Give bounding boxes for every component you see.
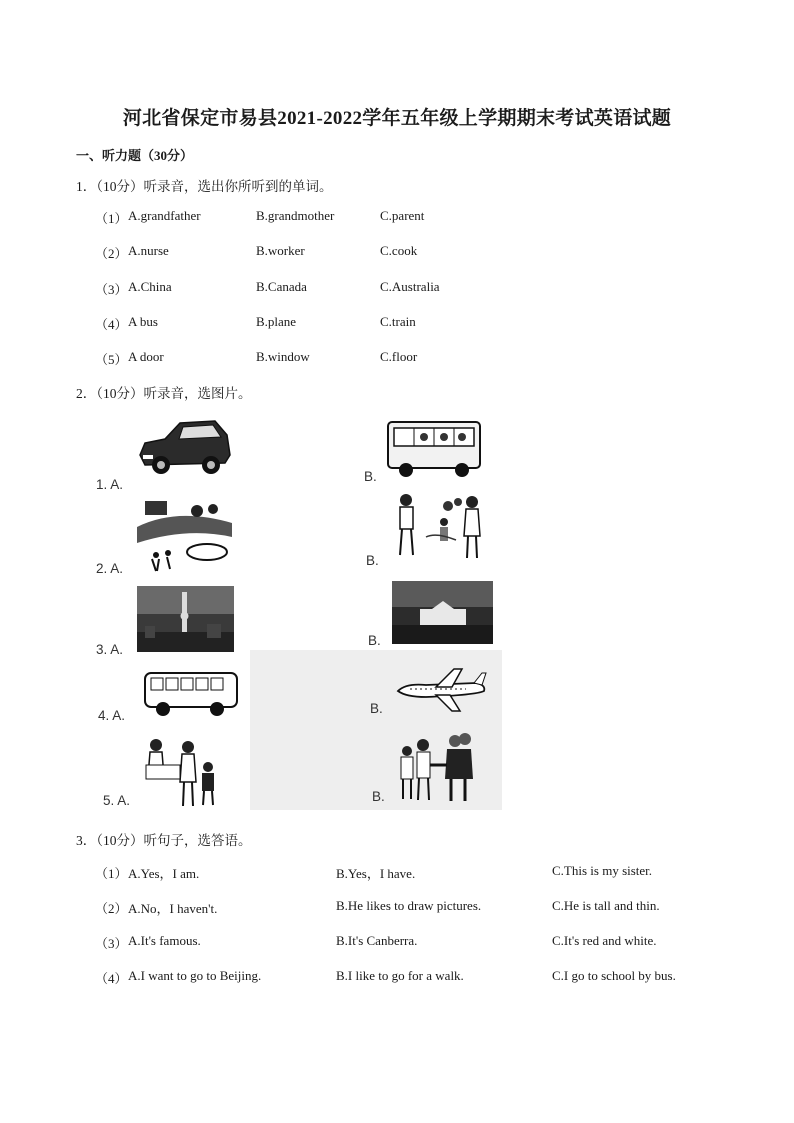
label-4a: 4. A. xyxy=(98,708,126,723)
option-b: B.Canada xyxy=(256,279,307,294)
option-b: B.He likes to draw pictures. xyxy=(336,898,482,913)
question-2-prompt: 2．（10分）听录音，选图片。 xyxy=(76,386,252,401)
option-c: C.This is my sister. xyxy=(552,863,653,878)
label-5a: 5. A. xyxy=(103,793,131,808)
picture-2a-park xyxy=(137,497,232,575)
picture-1b-bus xyxy=(386,418,482,480)
option-a: A.Yes，I am. xyxy=(128,866,200,881)
label-3b: B. xyxy=(368,633,381,648)
option-c: C.train xyxy=(380,314,416,329)
item-number: （1） xyxy=(95,866,128,881)
option-a: A.China xyxy=(128,279,172,294)
picture-1a-car xyxy=(135,415,235,480)
picture-3a-tower xyxy=(137,586,234,652)
option-a: A bus xyxy=(128,314,158,329)
option-a: A.It's famous. xyxy=(128,933,201,948)
item-number: （4） xyxy=(95,317,128,332)
item-number: （2） xyxy=(95,246,128,261)
picture-5a-people-shopping xyxy=(142,737,222,809)
label-1a: 1. A. xyxy=(96,477,124,492)
option-b: B.worker xyxy=(256,243,305,258)
option-c: C.I go to school by bus. xyxy=(552,968,676,983)
picture-2b-people-park xyxy=(386,492,486,564)
option-c: C.He is tall and thin. xyxy=(552,898,660,913)
picture-5b-handshake xyxy=(395,731,477,803)
label-1b: B. xyxy=(364,469,377,484)
option-c: C.Australia xyxy=(380,279,440,294)
item-number: （1） xyxy=(95,211,128,226)
option-c: C.floor xyxy=(380,349,418,364)
option-b: B.window xyxy=(256,349,310,364)
picture-4a-bus xyxy=(143,671,239,719)
option-b: B.grandmother xyxy=(256,208,335,223)
option-a: A door xyxy=(128,349,164,364)
item-number: （3） xyxy=(95,936,128,951)
option-a: A.nurse xyxy=(128,243,169,258)
picture-4b-plane xyxy=(396,665,488,715)
label-3a: 3. A. xyxy=(96,642,124,657)
label-2b: B. xyxy=(366,553,379,568)
option-b: B.I like to go for a walk. xyxy=(336,968,464,983)
item-number: （5） xyxy=(95,352,128,367)
option-a: A.No，I haven't. xyxy=(128,901,218,916)
option-b: B.It's Canberra. xyxy=(336,933,418,948)
item-number: （4） xyxy=(95,971,128,986)
section-heading-listening: 一、听力题（30分） xyxy=(76,148,194,163)
page-title: 河北省保定市易县2021-2022学年五年级上学期期末考试英语试题 xyxy=(122,108,672,129)
question-1-prompt: 1．（10分）听录音，选出你所听到的单词。 xyxy=(76,179,333,194)
label-2a: 2. A. xyxy=(96,561,124,576)
option-a: A.grandfather xyxy=(128,208,201,223)
option-b: B.plane xyxy=(256,314,297,329)
option-a: A.I want to go to Beijing. xyxy=(128,968,262,983)
option-c: C.cook xyxy=(380,243,418,258)
label-5b: B. xyxy=(372,789,385,804)
item-number: （3） xyxy=(95,282,128,297)
item-number: （2） xyxy=(95,901,128,916)
picture-3b-white-house xyxy=(392,581,493,644)
question-3-prompt: 3．（10分）听句子，选答语。 xyxy=(76,833,252,848)
option-c: C.It's red and white. xyxy=(552,933,657,948)
option-b: B.Yes，I have. xyxy=(336,866,416,881)
option-c: C.parent xyxy=(380,208,425,223)
label-4b: B. xyxy=(370,701,383,716)
